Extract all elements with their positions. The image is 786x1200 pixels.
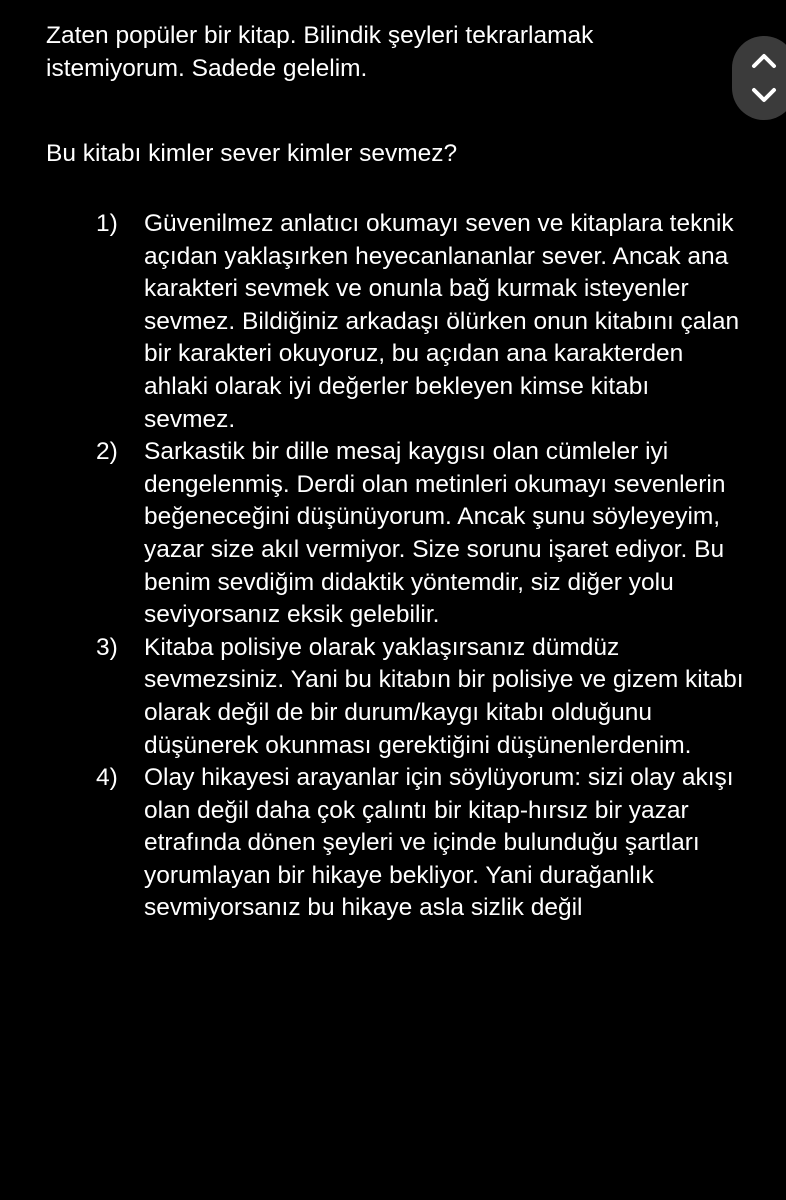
list-item [96, 208, 756, 436]
list-item [96, 632, 756, 762]
list-item-number: 2) [96, 438, 118, 466]
list-item [96, 436, 756, 632]
question-paragraph: Bu kitabı kimler sever kimler sevmez? [46, 140, 458, 167]
list-item [96, 762, 756, 925]
list-item-text: Olay hikayesi arayanlar için söylüyorum: sizi olay akışı olan değil daha çok çalıntı bir kitap-hırsız bir yazar etrafında dönen şeyleri ve içinde bulunduğu şartları yorumlayan bir hikaye bekliyor. Yani durağanlık sevmiyorsanız bu hikaye asla sizlik değil [144, 764, 734, 922]
list-item-number: 3) [96, 633, 118, 661]
list-item-text: Güvenilmez anlatıcı okumayı seven ve kitaplara teknik açıdan yaklaşırken heyecanlananlar sever. Ancak ana karakteri sevmek ve onunla bağ kurmak isteyenler sevmez. Bildiğiniz arkadaşı ölürken onun kitabını çalan bir karakteri okuyoruz, bu açıdan ana karakterden ahlaki olarak iyi değerler bekleyen kimse kitabı sevmez. [144, 210, 740, 433]
scroll-nav-control [732, 36, 786, 120]
intro-paragraph: Zaten popüler bir kitap. Bilindik şeyleri tekrarlamak istemiyorum. Sadede gelelim. [46, 22, 594, 82]
list-item-number: 4) [96, 764, 118, 792]
chevron-down-icon[interactable] [746, 82, 782, 108]
list-item-text: Sarkastik bir dille mesaj kaygısı olan cümleler iyi dengelenmiş. Derdi olan metinleri okumayı sevenlerin beğeneceğini düşünüyorum. Ancak şunu söyleyeyim, yazar size akıl vermiyor. Size sorunu işaret ediyor. Bu benim sevdiğim didaktik yöntemdir, siz diğer yolu seviyorsanız eksik gelebilir. [144, 438, 726, 629]
list-item-text: Kitaba polisiye olarak yaklaşırsanız dümdüz sevmezsiniz. Yani bu kitabın bir polisiye ve gizem kitabı olarak değil de bir durum/kaygı kitabı olduğunu düşünerek okunması gerektiğini düşünenlerdenim. [144, 633, 744, 759]
chevron-up-icon[interactable] [746, 48, 782, 74]
numbered-list [96, 208, 756, 925]
list-item-number: 1) [96, 210, 118, 237]
